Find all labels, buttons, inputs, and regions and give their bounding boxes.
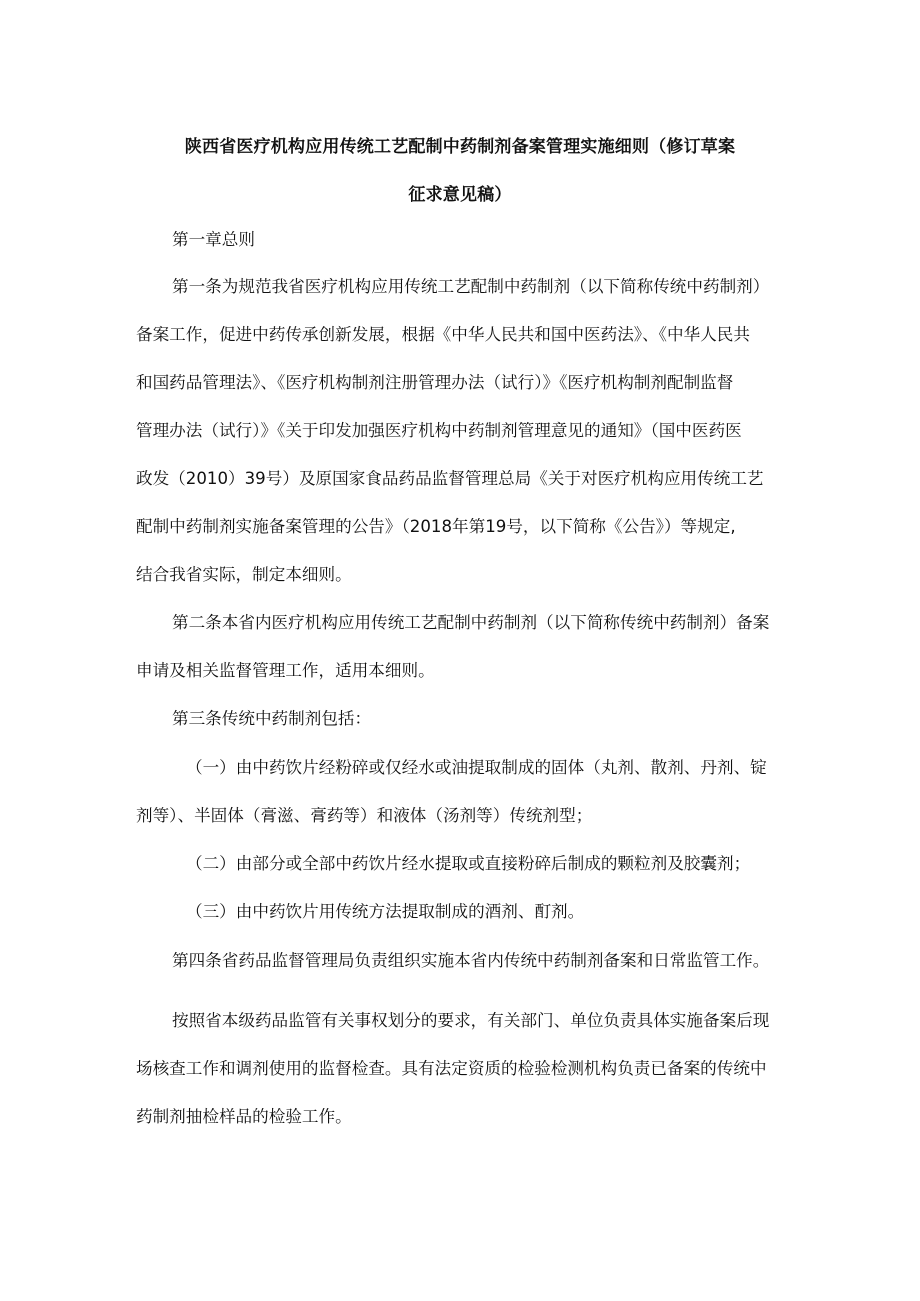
article4-para2-line: 按照省本级药品监管有关事权划分的要求，有关部门、单位负责具体实施备案后现	[172, 1011, 770, 1030]
article1-line: 结合我省实际，制定本细则。	[136, 565, 352, 584]
article2-line: 申请及相关监督管理工作，适用本细则。	[136, 661, 435, 680]
article2-line: 第二条本省内医疗机构应用传统工艺配制中药制剂（以下简称传统中药制剂）备案	[172, 613, 770, 632]
document-title-line-2: 征求意见稿）	[408, 185, 512, 205]
article3-item1-line: （一）由中药饮片经粉碎或仅经水或油提取制成的固体（丸剂、散剂、丹剂、锭	[186, 758, 767, 777]
document-title-line-1: 陕西省医疗机构应用传统工艺配制中药制剂备案管理实施细则（修订草案	[184, 137, 736, 157]
article4-para2-line: 药制剂抽检样品的检验工作。	[136, 1107, 352, 1126]
article3-item3: （三）由中药饮片用传统方法提取制成的酒剂、酊剂。	[186, 902, 585, 921]
article1-line: 备案工作，促进中药传承创新发展，根据《中华人民共和国中医药法》、《中华人民共	[136, 325, 750, 344]
article3-item2: （二）由部分或全部中药饮片经水提取或直接粉碎后制成的颗粒剂及胶囊剂；	[186, 854, 751, 873]
article1-line: 第一条为规范我省医疗机构应用传统工艺配制中药制剂（以下简称传统中药制剂）	[172, 277, 770, 296]
article1-line: 政发（2010）39号）及原国家食品药品监督管理总局《关于对医疗机构应用传统工艺	[136, 469, 764, 488]
article3-heading: 第三条传统中药制剂包括：	[172, 709, 372, 728]
article1-line: 和国药品管理法》、《医疗机构制剂注册管理办法（试行）》《医疗机构制剂配制监督	[136, 373, 734, 392]
article4-line: 第四条省药品监督管理局负责组织实施本省内传统中药制剂备案和日常监管工作。	[172, 951, 770, 970]
article1-line: 管理办法（试行）》《关于印发加强医疗机构中药制剂管理意见的通知》（国中医药医	[136, 421, 742, 440]
article4-para2-line: 场核查工作和调剂使用的监督检查。具有法定资质的检验检测机构负责已备案的传统中	[136, 1059, 767, 1078]
chapter-heading: 第一章总则	[172, 230, 255, 249]
article3-item1-line: 剂等）、半固体（膏滋、膏药等）和液体（汤剂等）传统剂型；	[136, 806, 593, 825]
article1-line: 配制中药制剂实施备案管理的公告》（2018年第19号，以下简称《公告》）等规定,	[136, 517, 736, 536]
